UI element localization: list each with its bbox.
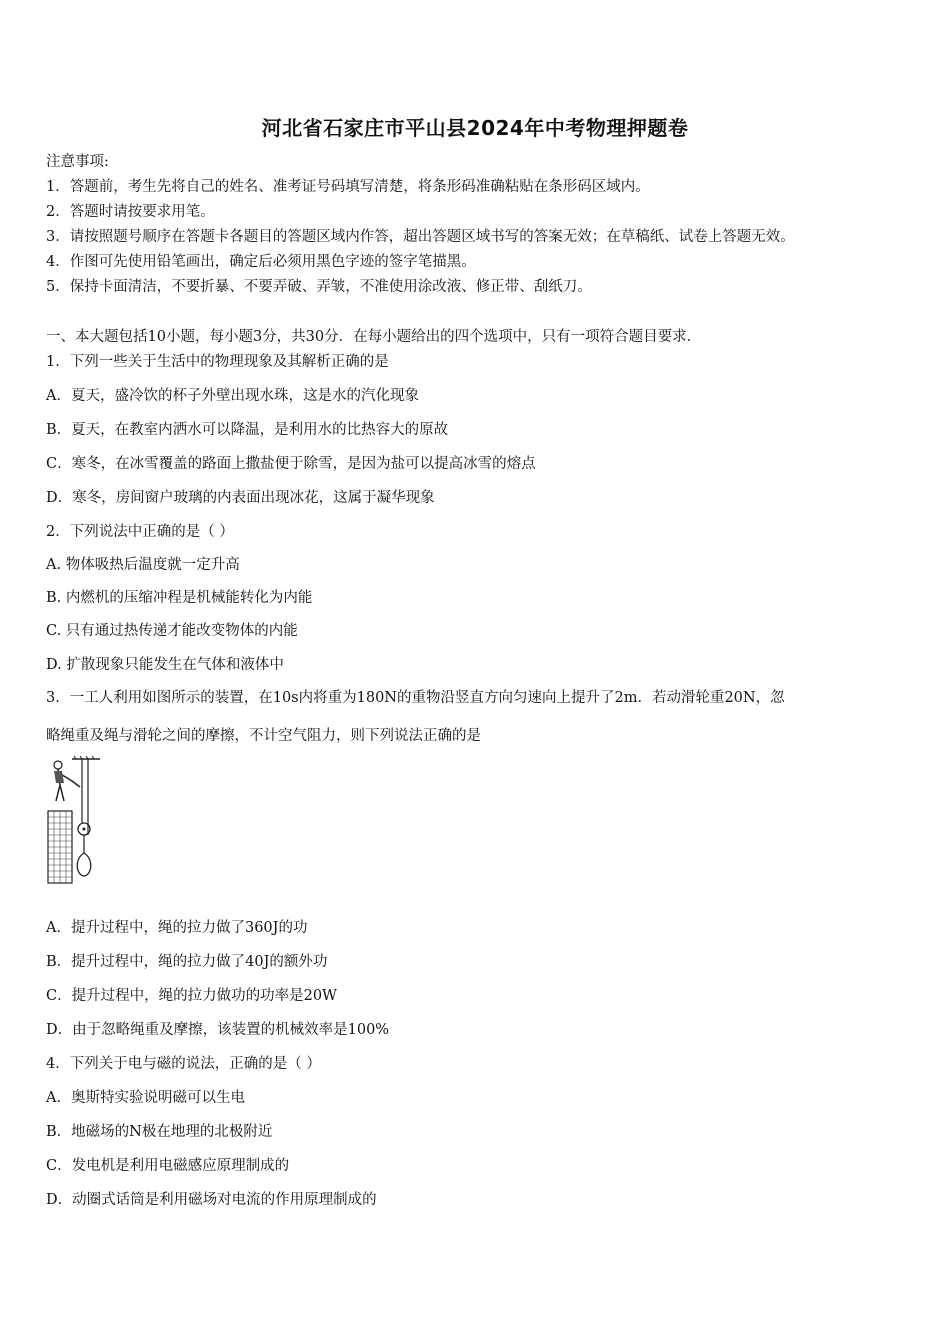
question-option: B．夏天，在教室内洒水可以降温，是利用水的比热容大的原故 (46, 422, 449, 438)
question-option: D．寒冬，房间窗户玻璃的内表面出现冰花，这属于凝华现象 (46, 490, 435, 506)
question-stem: 略绳重及绳与滑轮之间的摩擦，不计空气阻力，则下列说法正确的是 (46, 728, 481, 744)
question-option: B. 内燃机的压缩冲程是机械能转化为内能 (46, 590, 313, 606)
question-option: A．提升过程中，绳的拉力做了360J的功 (46, 920, 308, 936)
question-stem: 2．下列说法中正确的是（ ） (46, 524, 234, 540)
question-option: B．提升过程中，绳的拉力做了40J的额外功 (46, 954, 328, 970)
question-option: C．寒冬，在冰雪覆盖的路面上撒盐便于除雪，是因为盐可以提高冰雪的熔点 (46, 456, 536, 472)
pulley-figure (44, 755, 106, 885)
question-option: C．发电机是利用电磁感应原理制成的 (46, 1158, 290, 1174)
notice-item: 1．答题前，考生先将自己的姓名、准考证号码填写清楚，将条形码准确粘贴在条形码区域内。 (46, 179, 650, 195)
question-option: D. 扩散现象只能发生在气体和液体中 (46, 657, 284, 673)
question-option: D．动圈式话筒是利用磁场对电流的作用原理制成的 (46, 1192, 377, 1208)
question-option: A．奥斯特实验说明磁可以生电 (46, 1090, 245, 1106)
question-option: C．提升过程中，绳的拉力做功的功率是20W (46, 988, 337, 1004)
notice-item: 5．保持卡面清洁，不要折暴、不要弄破、弄皱，不准使用涂改液、修正带、刮纸刀。 (46, 279, 592, 295)
question-stem: 4．下列关于电与磁的说法，正确的是（ ） (46, 1056, 321, 1072)
question-stem: 1．下列一些关于生活中的物理现象及其解析正确的是 (46, 354, 389, 370)
notice-item: 4．作图可先使用铅笔画出，确定后必须用黑色字迹的签字笔描黑。 (46, 254, 476, 270)
question-option: C. 只有通过热传递才能改变物体的内能 (46, 623, 298, 639)
notice-item: 3．请按照题号顺序在答题卡各题目的答题区域内作答，超出答题区域书写的答案无效；在草稿纸、试卷上答题无效。 (46, 229, 795, 245)
question-option: D．由于忽略绳重及摩擦，该装置的机械效率是100% (46, 1022, 390, 1038)
question-stem: 3．一工人利用如图所示的装置，在10s内将重为180N的重物沿竖直方向匀速向上提升了2m．若动滑轮重20N，忽 (46, 690, 785, 706)
notice-heading: 注意事项: (46, 154, 109, 170)
section-heading: 一、本大题包括10小题，每小题3分，共30分．在每小题给出的四个选项中，只有一项符合题目要求． (46, 329, 702, 345)
page-title: 河北省石家庄市平山县2024年中考物理押题卷 (261, 116, 689, 140)
notice-item: 2．答题时请按要求用笔。 (46, 204, 215, 220)
question-option: B．地磁场的N极在地理的北极附近 (46, 1124, 273, 1140)
question-option: A. 物体吸热后温度就一定升高 (46, 557, 240, 573)
question-option: A．夏天，盛冷饮的杯子外壁出现水珠，这是水的汽化现象 (46, 388, 419, 404)
